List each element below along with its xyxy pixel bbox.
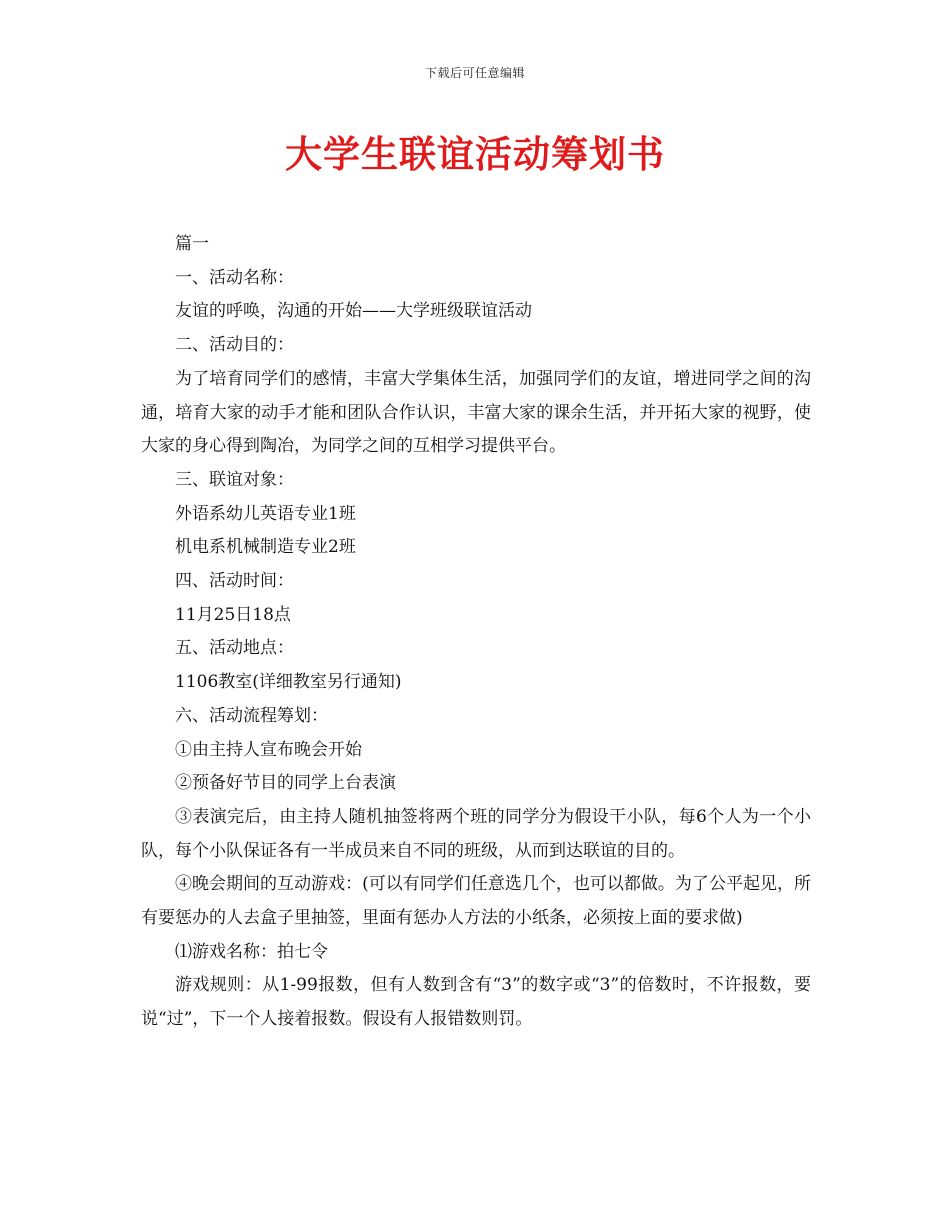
document-body — [141, 228, 811, 1037]
activity-purpose-text: 为了培育同学们的感情，丰富大学集体生活，加强同学们的友谊，增进同学之间的沟通，培育大家的动手才能和团队合作认识，丰富大家的课余生活，并开拓大家的视野，使大家的身心得到陶冶，为同学之间的互相学习提供平台。 — [141, 368, 811, 457]
activity-location-text: 1106教室(详细教室另行通知) — [175, 672, 402, 693]
document-title: 大学生联谊活动筹划书 — [285, 132, 665, 176]
heading-activity-name: 一、活动名称： — [175, 267, 294, 288]
header-note: 下载后可任意编辑 — [424, 66, 525, 80]
heading-activity-purpose: 二、活动目的： — [175, 335, 294, 356]
participant-item: 外语系幼儿英语专业1班 — [175, 503, 356, 524]
heading-participants: 三、联谊对象： — [175, 469, 294, 490]
heading-activity-location: 五、活动地点： — [175, 638, 294, 659]
heading-activity-flow: 六、活动流程筹划： — [175, 705, 328, 726]
game-name: ⑴游戏名称：拍七令 — [175, 941, 328, 962]
activity-time-text: 11月25日18点 — [175, 604, 291, 625]
game-rules: 游戏规则：从1-99报数，但有人数到含有“3”的数字或“3”的倍数时，不许报数，要说“过”，下一个人接着报数。假设有人报错数则罚。 — [141, 975, 811, 1030]
heading-activity-time: 四、活动时间： — [175, 571, 294, 592]
section-label: 篇一 — [175, 234, 209, 254]
flow-step: ④晚会期间的互动游戏：(可以有同学们任意选几个，也可以都做。为了公平起见，所有要惩办的人去盒子里抽签，里面有惩办人方法的小纸条，必须按上面的要求做) — [141, 874, 811, 929]
participant-item: 机电系机械制造专业2班 — [175, 537, 356, 558]
flow-step: ②预备好节目的同学上台表演 — [175, 773, 396, 794]
flow-step: ③表演完后，由主持人随机抽签将两个班的同学分为假设干小队，每6个人为一个小队，每个小队保证各有一半成员来自不同的班级，从而到达联谊的目的。 — [141, 806, 811, 861]
activity-name-text: 友谊的呼唤，沟通的开始——大学班级联谊活动 — [175, 301, 532, 322]
flow-step: ①由主持人宣布晚会开始 — [175, 739, 362, 760]
